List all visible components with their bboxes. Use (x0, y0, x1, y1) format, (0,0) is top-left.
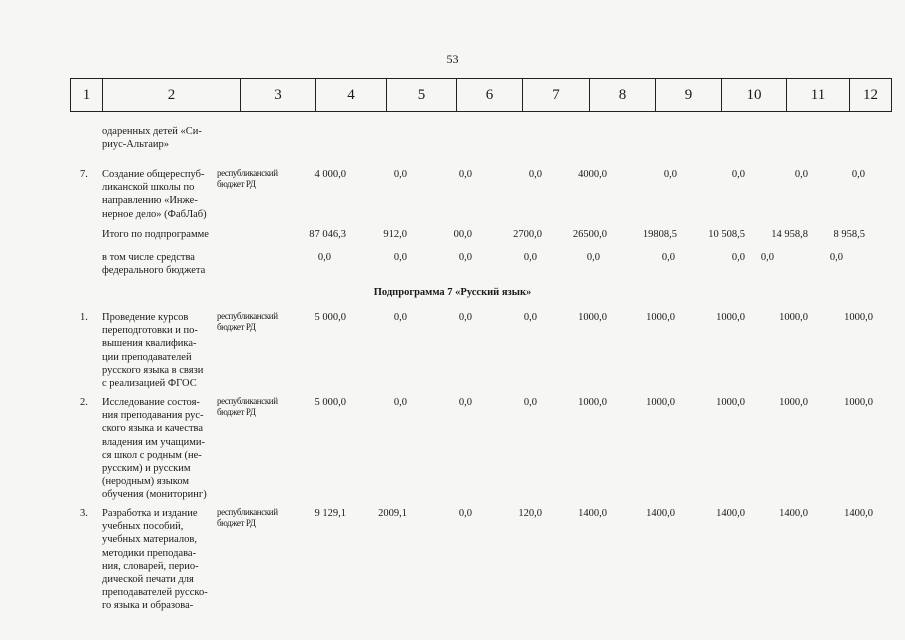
value-cell: 0,0 (458, 312, 472, 323)
value-cell: 0,0 (731, 169, 745, 180)
value-cell: 912,0 (383, 229, 407, 240)
value-cell: 0,0 (794, 169, 808, 180)
row-number: 2. (80, 397, 88, 408)
value-cell: 1000,0 (578, 397, 607, 408)
value-cell: 8 958,5 (833, 229, 865, 240)
value-cell: 4000,0 (578, 169, 607, 180)
value-cell: 9 129,1 (314, 508, 346, 519)
row-name: одаренных детей «Си- риус-Альтаир» (102, 126, 202, 151)
value-cell: 1400,0 (844, 508, 873, 519)
value-cell: 00,0 (453, 229, 472, 240)
funding-source: республиканский бюджет РД (217, 168, 278, 189)
header-cell: 11 (787, 79, 850, 111)
value-cell: 0,0 (661, 252, 675, 263)
value-cell: 0,0 (731, 252, 745, 263)
page-number: 53 (446, 52, 459, 66)
value-cell: 0,0 (528, 169, 542, 180)
value-cell: 0,0 (393, 397, 407, 408)
value-cell: 26500,0 (572, 229, 607, 240)
row-name: Проведение курсов переподготовки и по- вышения квалифика- ции преподавателей русского языка в связи с реализацией ФГОС (102, 312, 204, 390)
value-cell: 1400,0 (646, 508, 675, 519)
header-cell: 5 (387, 79, 457, 111)
row-number: 3. (80, 508, 88, 519)
value-cell: 10 508,5 (708, 229, 745, 240)
row-name: Создание общереспуб- ликанской школы по направлению «Инже- нерное дело» (ФабЛаб) (102, 169, 207, 220)
value-cell: 19808,5 (642, 229, 677, 240)
value-cell: 0,0 (851, 169, 865, 180)
value-cell: 0,0 (393, 312, 407, 323)
value-cell: 0,0 (393, 252, 407, 263)
value-cell: 1400,0 (716, 508, 745, 519)
value-cell: 4 000,0 (314, 169, 346, 180)
row-number: 1. (80, 312, 88, 323)
value-cell: 5 000,0 (314, 397, 346, 408)
header-cell: 1 (71, 79, 103, 111)
subprogram-title: Подпрограмма 7 «Русский язык» (373, 287, 532, 298)
value-cell: 1000,0 (844, 312, 873, 323)
funding-source: республиканский бюджет РД (217, 396, 278, 417)
value-cell: 0,0 (393, 169, 407, 180)
value-cell: 1000,0 (646, 397, 675, 408)
value-cell: 0,0 (458, 397, 472, 408)
funding-source: республиканский бюджет РД (217, 507, 278, 528)
header-cell: 12 (863, 86, 878, 103)
value-cell: 0,0 (523, 312, 537, 323)
value-cell: 0,0 (523, 252, 537, 263)
row-number: 7. (80, 169, 88, 180)
value-cell: 1000,0 (779, 312, 808, 323)
row-name: в том числе средства федерального бюджета (102, 252, 206, 277)
value-cell: 0,0 (458, 508, 472, 519)
value-cell: 14 958,8 (771, 229, 808, 240)
value-cell: 0,0 (317, 252, 331, 263)
value-cell: 1000,0 (716, 397, 745, 408)
value-cell: 0,0 (586, 252, 600, 263)
value-cell: 5 000,0 (314, 312, 346, 323)
header-cell: 10 (722, 79, 787, 111)
column-header-row (70, 78, 892, 112)
header-cell: 9 (656, 79, 722, 111)
value-cell: 0,0 (523, 397, 537, 408)
row-name: Исследование состоя- ния преподавания рус- ского языка и качества владения им учащими- ся школ с родным (не- русским) и русским (неродным) языком обучения (мониторинг) (102, 397, 207, 501)
value-cell: 1000,0 (716, 312, 745, 323)
value-cell: 120,0 (518, 508, 542, 519)
value-cell: 1400,0 (578, 508, 607, 519)
value-cell: 1000,0 (779, 397, 808, 408)
value-cell: 0,0 (458, 252, 472, 263)
value-cell: 0,0 (829, 252, 843, 263)
value-cell: 1000,0 (646, 312, 675, 323)
value-cell: 1000,0 (578, 312, 607, 323)
header-cell: 3 (241, 79, 316, 111)
funding-source: республиканский бюджет РД (217, 311, 278, 332)
header-cell: 8 (590, 79, 656, 111)
value-cell: 87 046,3 (309, 229, 346, 240)
header-cell: 2 (103, 79, 241, 111)
value-cell: 0,0 (760, 252, 774, 263)
value-cell: 2009,1 (378, 508, 407, 519)
row-name: Итого по подпрограмме (102, 229, 209, 240)
header-cell: 6 (457, 79, 523, 111)
value-cell: 1000,0 (844, 397, 873, 408)
header-cell: 4 (316, 79, 387, 111)
value-cell: 0,0 (663, 169, 677, 180)
value-cell: 2700,0 (513, 229, 542, 240)
row-name: Разработка и издание учебных пособий, учебных материалов, методики преподава- ния, словарей, перио- дической печати для преподавателей русско- го языка и образова- (102, 508, 208, 612)
header-cell: 7 (523, 79, 590, 111)
value-cell: 0,0 (458, 169, 472, 180)
value-cell: 1400,0 (779, 508, 808, 519)
